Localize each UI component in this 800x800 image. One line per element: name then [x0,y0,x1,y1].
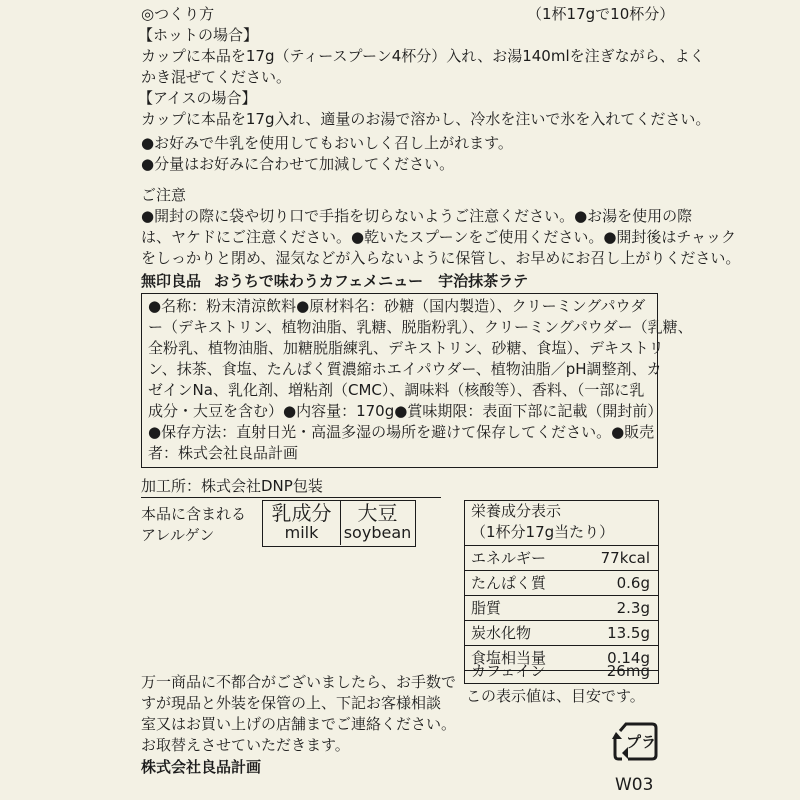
nutrition-value: 13.5g [607,624,650,642]
composition-line-8: 者：株式会社良品計画 [148,444,299,462]
nutrition-row-carbohydrate [465,621,658,646]
allergen-table [262,500,416,547]
composition-line-3: 全粉乳、植物油脂、加糖脱脂練乳、デキストリン、砂糖、食塩）、デキストリ [148,339,664,357]
allergen-label-line-2: アレルゲン [141,526,215,544]
composition-box [141,293,693,468]
composition-line-2: ー（デキストリン、植物油脂、乳糖、脱脂粉乳）、クリーミングパウダー（乳糖、 [148,318,693,336]
hot-instruction-line-1: カップに本品を17g（ティースプーン4杯分）入れ、お湯140mlを注ぎながら、よく [141,47,705,65]
allergen-milk-ja: 乳成分 [271,501,332,525]
nutrition-note: この表示値は、目安です。 [466,687,645,705]
allergen-milk [263,501,341,545]
caution-heading: ご注意 [141,186,187,204]
ice-label: 【アイスの場合】 [138,89,257,107]
caution-line-3: をしっかりと閉め、湿気などが入らないように保管し、お早めにお召し上がりください。 [141,249,741,267]
nutrition-row-caffeine [465,659,658,684]
nutrition-per: （1杯分17g当たり） [471,523,615,541]
nutrition-value: 2.3g [616,599,650,617]
processor-info: 加工所：株式会社DNP包装 [141,477,323,495]
allergen-label-line-1: 本品に含まれる [141,505,247,523]
composition-line-4: ン、抹茶、食塩、たんぱく質濃縮ホエイパウダー、植物油脂／pH調整剤、カ [148,360,662,378]
allergen-milk-en: milk [284,523,319,542]
allergen-soybean [341,501,414,545]
contact-line-1: 万一商品に不都合がございましたら、お手数で [141,673,457,691]
allergen-soybean-ja: 大豆 [357,501,398,525]
caution-line-2: は、ヤケドにご注意ください。●乾いたスプーンをご使用ください。●開封後はチャック [141,228,736,246]
nutrition-table [464,500,659,684]
nutrition-label: 脂質 [471,599,502,617]
composition-line-6: 成分・大豆を含む）●内容量：170g●賞味期限：表面下部に記載（開封前） [148,402,663,420]
nutrition-value: 0.6g [616,574,650,592]
contact-line-2: すが現品と外装を保管の上、下記お客様相談 [141,694,442,712]
product-name: おうちで味わうカフェメニュー 宇治抹茶ラテ [214,272,529,290]
caution-line-1: ●開封の際に袋や切り口で手指を切らないようご注意ください。●お湯を使用の際 [141,207,693,225]
composition-line-7: ●保存方法：直射日光・高温多湿の場所を避けて保存してください。●販売 [148,423,655,441]
nutrition-value: 77kcal [600,549,650,567]
composition-line-5: ゼインNa、乳化剤、増粘剤（CMC）、調味料（核酸等）、香料、（一部に乳 [148,381,645,399]
nutrition-value: 26mg [606,662,650,680]
servings-note: （1杯17gで10杯分） [527,5,675,23]
nutrition-title: 栄養成分表示 [471,502,562,520]
nutrition-row-fat [465,596,658,621]
nutrition-row-energy [465,546,658,571]
nutrition-label: 食塩相当量 [471,649,547,667]
contact-line-3: 室又はお買い上げの店舗までご連絡ください。 [141,715,457,733]
directions-heading: ◎つくり方 [141,5,215,23]
hot-label: 【ホットの場合】 [138,26,259,44]
nutrition-label: エネルギー [471,549,547,567]
product-brand: 無印良品 [141,272,202,290]
tip-amount: ●分量はお好みに合わせて加減してください。 [141,155,455,173]
recycle-mark-label: プラ [626,733,657,751]
ice-instruction: カップに本品を17g入れ、適量のお湯で溶かし、冷水を注いで氷を入れてください。 [141,110,711,128]
nutrition-label: たんぱく質 [471,574,547,592]
allergen-soybean-en: soybean [343,523,412,542]
print-code: W03 [615,775,654,795]
hot-instruction-line-2: かき混ぜてください。 [141,68,292,86]
composition-line-1: ●名称：粉末清涼飲料●原材料名：砂糖（国内製造）、クリーミングパウダ [148,297,646,315]
nutrition-label: カフェイン [471,662,546,680]
contact-line-4: お取替えさせていただきます。 [141,736,350,754]
nutrition-label: 炭水化物 [471,624,532,642]
tip-milk: ●お好みで牛乳を使用してもおいしく召し上がれます。 [141,134,513,152]
contact-company: 株式会社良品計画 [141,758,262,776]
divider [141,497,441,498]
nutrition-row-protein [465,571,658,596]
plastic-recycle-icon [612,719,660,765]
nutrition-value: 0.14g [607,649,650,667]
